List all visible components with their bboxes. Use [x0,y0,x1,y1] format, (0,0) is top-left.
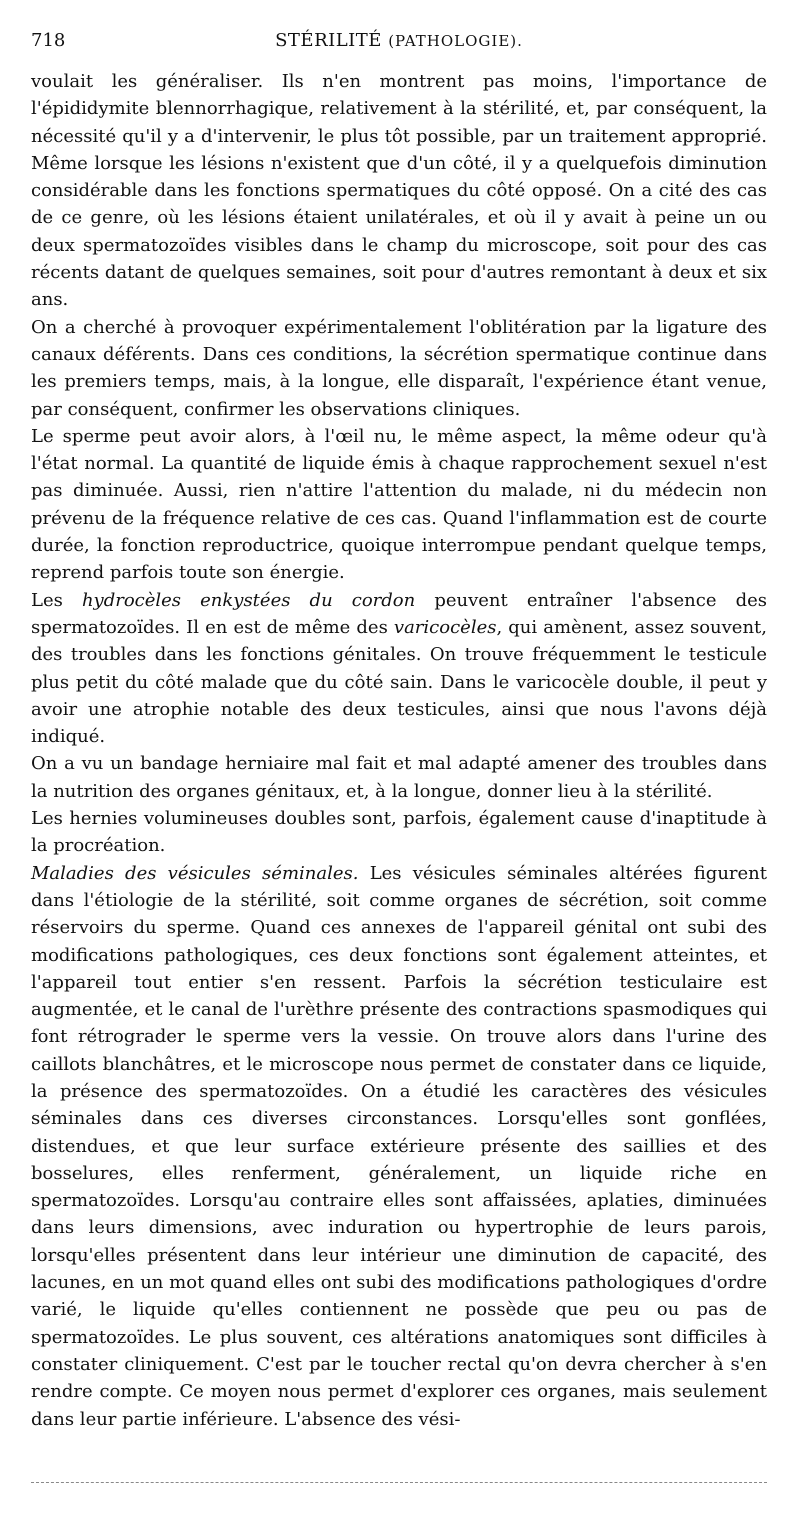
paragraph-4-text-before: Les [31,589,82,611]
paragraph-1-text: voulait les généraliser. Ils n'en montrent pas moins, l'importance de l'épididymite blennorrhagique, relativement à la stérilité, et, par conséquent, la nécessité qu'il y a d'intervenir, le plus tôt possible, par un traitement approprié. Même lorsque les lésions n'existent que d'un côté, il y a quelquefois diminution considérable dans les fonctions spermatiques du côté opposé. On a cité des cas de ce genre, où les lésions étaient unilatérales, et où il y avait à peine un ou deux spermatozoïdes visibles dans le champ du microscope, soit pour des cas récents datant de quelques semaines, soit pour d'autres remontant à deux et six ans. [31,71,767,311]
paragraph-3 [31,423,767,587]
paragraph-4 [31,587,767,751]
paragraph-1 [31,68,767,314]
paragraph-5 [31,750,767,805]
paragraph-3-text: Le sperme peut avoir alors, à l'œil nu, le même aspect, la même odeur qu'à l'état normal. La quantité de liquide émis à chaque rapprochement sexuel n'est pas diminuée. Aussi, rien n'attire l'attention du malade, ni du médecin non prévenu de la fréquence relative de ces cas. Quand l'inflammation est de courte durée, la fonction reproductrice, quoique interrompue pendant quelque temps, reprend parfois toute son énergie. [31,425,767,584]
footer-dashed-rule [31,1482,767,1483]
running-title-main: STÉRILITÉ [275,30,382,51]
running-title-subtitle: (PATHOLOGIE). [388,32,523,50]
paragraph-6 [31,805,767,860]
section-heading-vesicules: Maladies des vésicules séminales. [31,862,359,884]
paragraph-4-italic-varicoceles: varicocèles [393,616,497,638]
running-title [31,30,767,51]
paragraph-7-text: Les vésicules séminales altérées figurent dans l'étiologie de la stérilité, soit comme organes de sécrétion, soit comme réservoirs du sperme. Quand ces annexes de l'appareil génital ont subi des modifications pathologiques, ces deux fonctions sont également atteintes, et l'appareil tout entier s'en ressent. Parfois la sécrétion testiculaire est augmentée, et le canal de l'urèthre présente des contractions spasmodiques qui font rétrograder le sperme vers la vessie. On trouve alors dans l'urine des caillots blanchâtres, et le microscope nous permet de constater dans ce liquide, la présence des spermatozoïdes. On a étudié les caractères des vésicules séminales dans ces diverses circonstances. Lorsqu'elles sont gonflées, distendues, et que leur surface extérieure présente des saillies et des bosselures, elles renferment, généralement, un liquide riche en spermatozoïdes. Lorsqu'au contraire elles sont affaissées, aplaties, diminuées dans leurs dimensions, avec induration ou hypertrophie de leurs parois, lorsqu'elles présentent dans leur intérieur une diminution de capacité, des lacunes, en un mot quand elles ont subi des modifications pathologiques d'ordre varié, le liquide qu'elles contiennent ne possède que peu ou pas de spermatozoïdes. Le plus souvent, ces altérations anatomiques sont difficiles à constater cliniquement. C'est par le toucher rectal qu'on devra chercher à s'en rendre compte. Ce moyen nous permet d'explorer ces organes, mais seulement dans leur partie inférieure. L'absence des vési- [31,862,767,1430]
paragraph-4-italic-hydroceles: hydrocèles enkystées du cordon [81,589,416,611]
paragraph-2 [31,314,767,423]
paragraph-7 [31,860,767,1433]
paragraph-5-text: On a vu un bandage herniaire mal fait et mal adapté amener des troubles dans la nutrition des organes génitaux, et, à la longue, donner lieu à la stérilité. [31,753,767,802]
paragraph-4-text-after: , qui amènent, assez souvent, des troubles dans les fonctions génitales. On trouve fréquemment le testicule plus petit du côté malade que du côté sain. Dans le varicocèle double, il peut y avoir une atrophie notable des deux testicules, ainsi que nous l'avons déjà indiqué. [31,616,767,748]
page-header [31,30,767,60]
paragraph-4-text-mid: peuvent entraîner l'absence des spermatozoïdes. Il en est de même des [31,589,767,638]
paragraph-2-text: On a cherché à provoquer expérimentalement l'oblitération par la ligature des canaux déférents. Dans ces conditions, la sécrétion spermatique continue dans les premiers temps, mais, à la longue, elle disparaît, l'expérience étant venue, par conséquent, confirmer les observations cliniques. [31,316,767,420]
body-text [31,68,767,1433]
paragraph-6-text: Les hernies volumineuses doubles sont, parfois, également cause d'inaptitude à la procréation. [31,808,767,857]
page-number: 718 [31,30,66,51]
